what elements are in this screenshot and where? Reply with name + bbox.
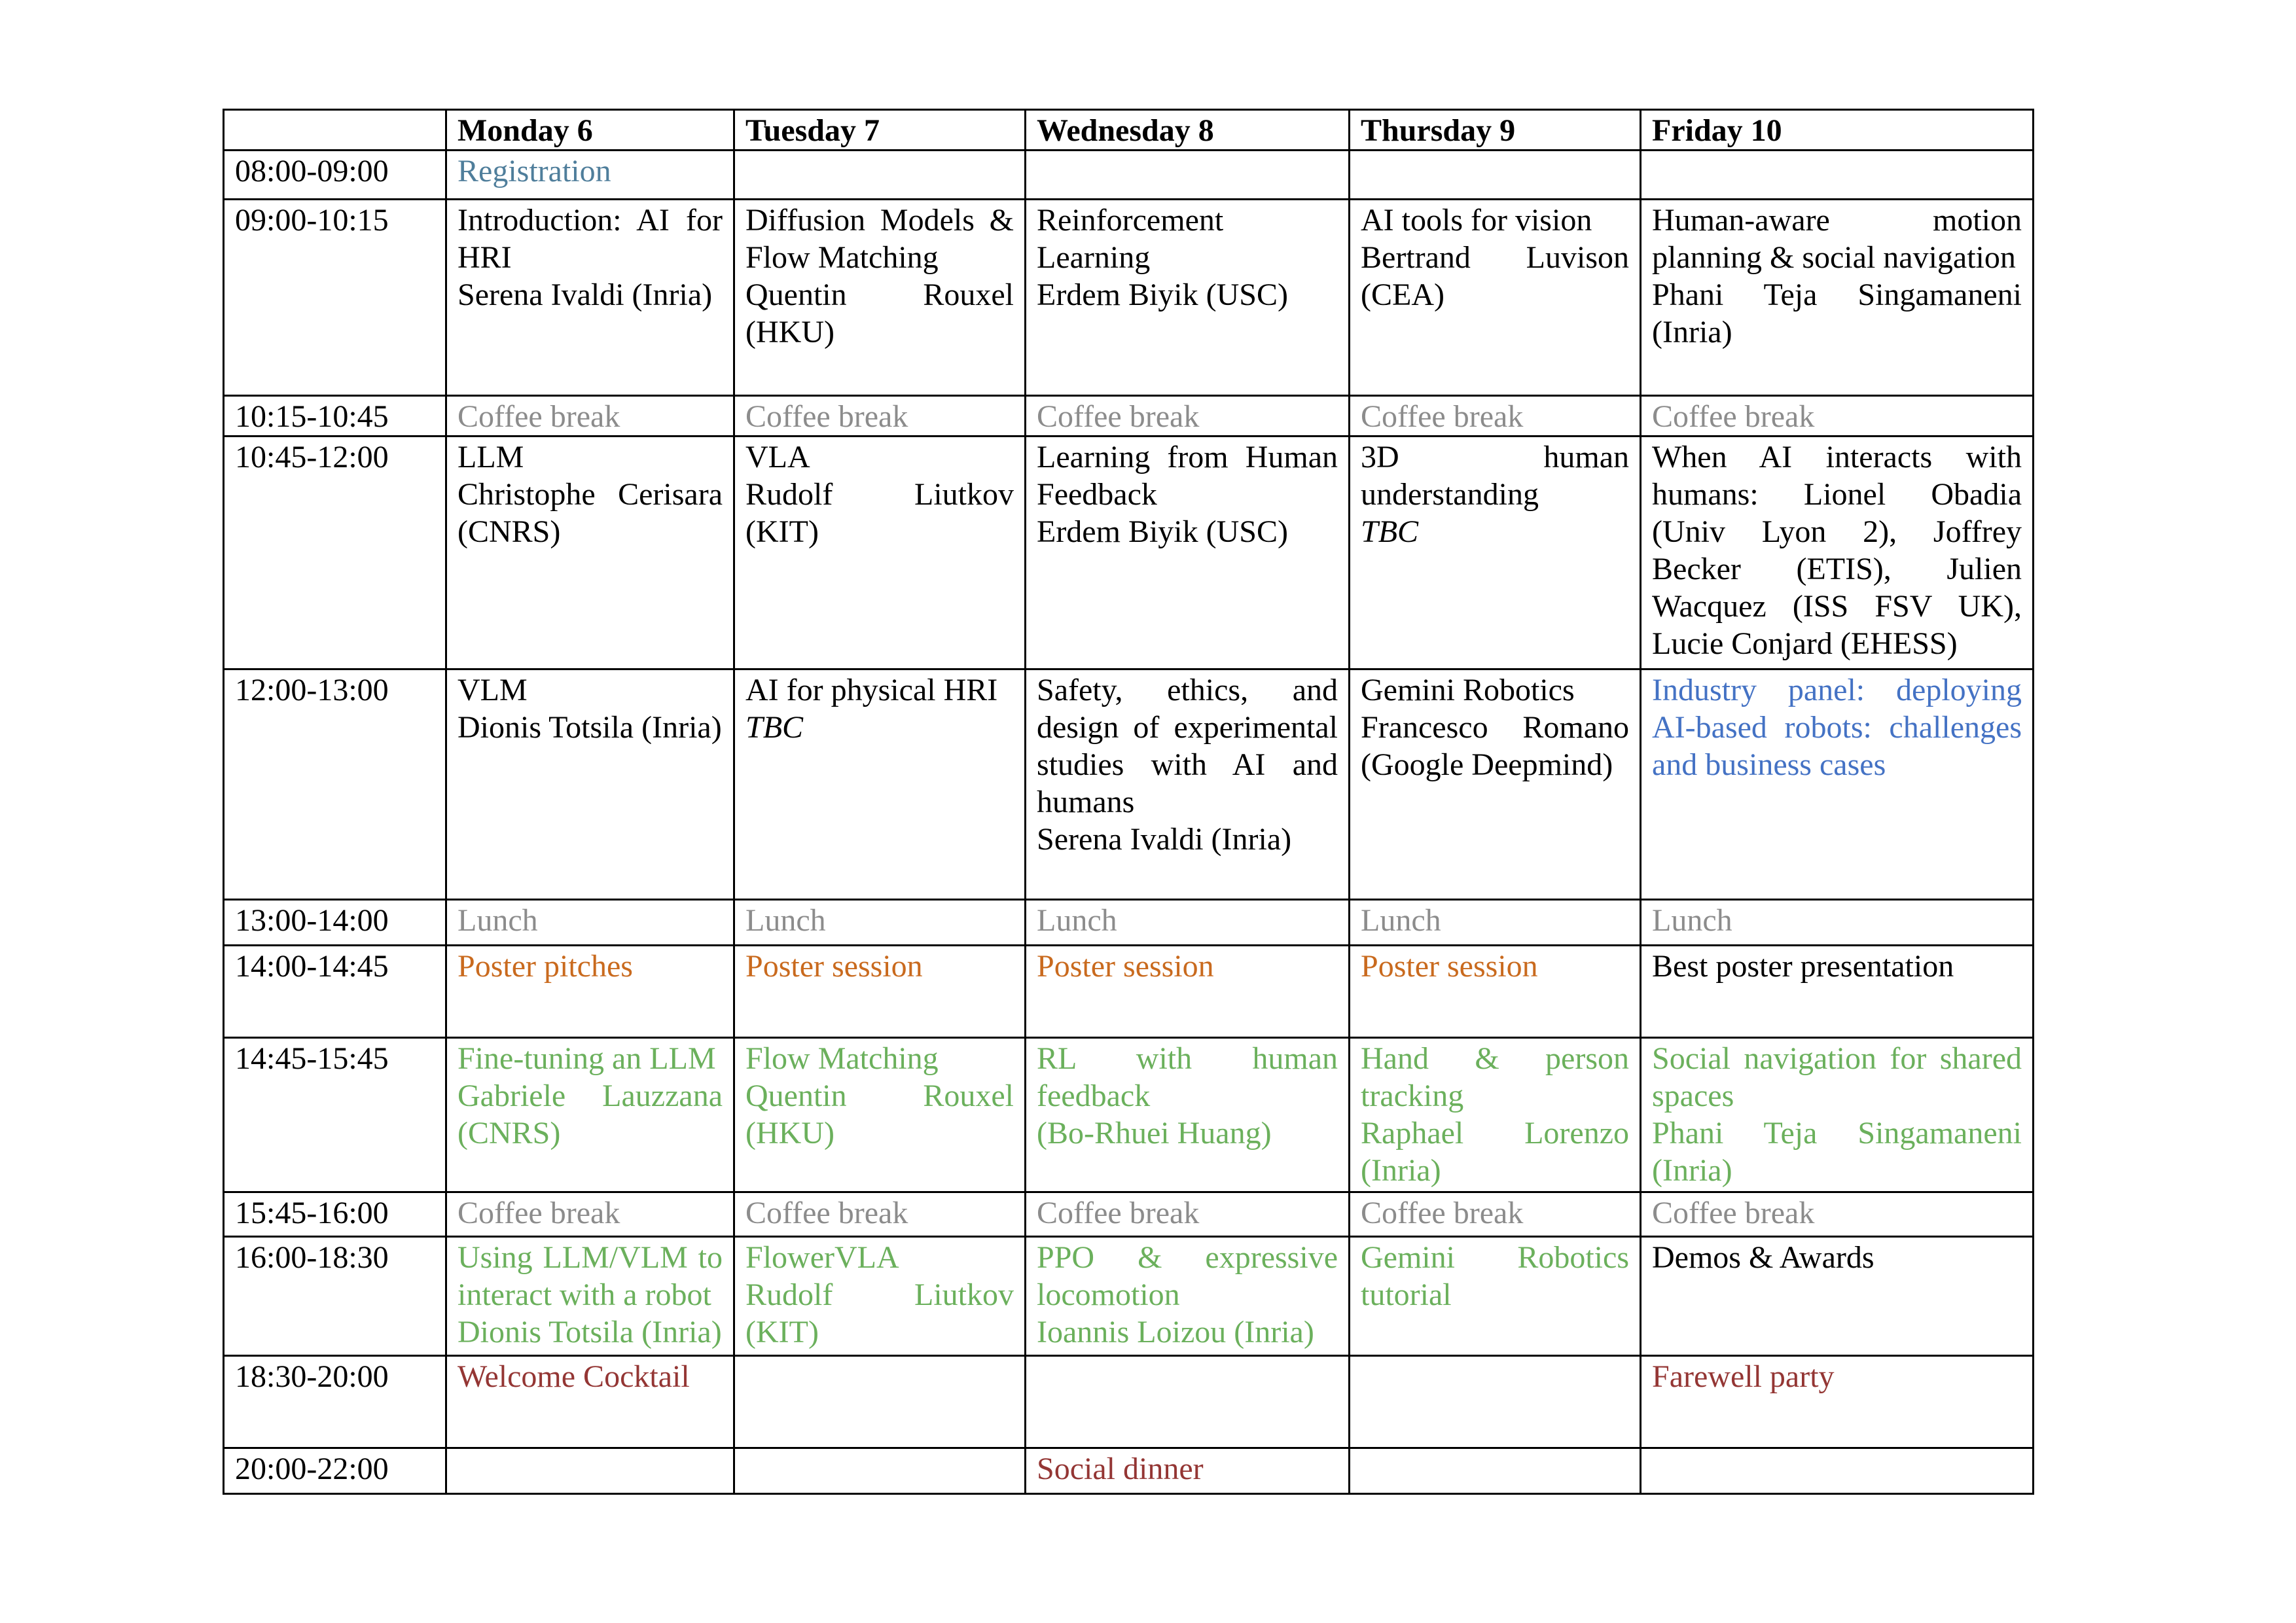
session-cell-monday	[446, 1448, 734, 1494]
session-text: Coffee break	[1652, 1196, 1815, 1230]
session-text: Hand & person tracking	[1361, 1041, 1629, 1113]
session-cell-monday	[446, 437, 734, 669]
session-cell-wednesday	[1026, 669, 1350, 900]
table-row	[224, 669, 2034, 900]
session-text: Rudolf Liutkov (KIT)	[745, 1277, 1014, 1349]
session-cell-monday	[446, 151, 734, 200]
session-cell-wednesday	[1026, 151, 1350, 200]
session-cell-monday	[446, 396, 734, 437]
time-cell: 08:00-09:00	[224, 151, 446, 200]
session-cell-friday	[1641, 151, 2034, 200]
session-cell-friday	[1641, 900, 2034, 946]
session-text: TBC	[1361, 514, 1419, 549]
session-text: Coffee break	[1037, 1196, 1200, 1230]
session-text: Serena Ivaldi (Inria)	[1037, 822, 1292, 857]
session-cell-thursday	[1350, 946, 1641, 1038]
session-cell-friday	[1641, 1237, 2034, 1356]
session-cell-friday	[1641, 669, 2034, 900]
session-text: Gabriele Lauzzana (CNRS)	[457, 1079, 723, 1150]
session-text: Lunch	[745, 903, 826, 938]
session-text: 3D human understanding	[1361, 440, 1629, 512]
session-text: Farewell party	[1652, 1359, 1835, 1394]
session-cell-monday	[446, 1237, 734, 1356]
session-cell-thursday	[1350, 1038, 1641, 1192]
session-text: Coffee break	[1652, 399, 1815, 434]
session-text: Coffee break	[1361, 1196, 1524, 1230]
session-text: Human-aware motion planning & social navigation	[1652, 203, 2022, 275]
session-text: (Bo-Rhuei Huang)	[1037, 1116, 1272, 1150]
time-column-header	[224, 110, 446, 151]
session-cell-thursday	[1350, 1356, 1641, 1448]
session-text: When AI interacts with humans: Lionel Obadia (Univ Lyon 2), Joffrey Becker (ETIS), Julien Wacquez (ISS FSV UK), Lucie Conjard (EHESS)	[1652, 440, 2022, 661]
session-text: Reinforcement Learning	[1037, 203, 1224, 275]
session-cell-monday	[446, 200, 734, 396]
session-cell-friday	[1641, 396, 2034, 437]
session-cell-tuesday	[734, 396, 1026, 437]
session-text: Gemini Robotics	[1361, 673, 1575, 707]
session-cell-thursday	[1350, 1237, 1641, 1356]
time-cell: 13:00-14:00	[224, 900, 446, 946]
session-text: Coffee break	[457, 1196, 620, 1230]
session-text: Dionis Totsila (Inria)	[457, 1315, 722, 1349]
session-text: Flow Matching	[745, 1041, 939, 1076]
session-text: Coffee break	[745, 1196, 908, 1230]
session-text: Using LLM/VLM to interact with a robot	[457, 1240, 723, 1312]
session-text: Phani Teja Singamaneni (Inria)	[1652, 277, 2022, 349]
time-cell: 09:00-10:15	[224, 200, 446, 396]
session-cell-friday	[1641, 1192, 2034, 1237]
session-text: Phani Teja Singamaneni (Inria)	[1652, 1116, 2022, 1188]
session-cell-wednesday	[1026, 900, 1350, 946]
session-cell-wednesday	[1026, 1237, 1350, 1356]
session-text: Quentin Rouxel (HKU)	[745, 1079, 1014, 1150]
session-text: Lunch	[1652, 903, 1732, 938]
session-text: Social navigation for shared spaces	[1652, 1041, 2022, 1113]
session-cell-tuesday	[734, 1192, 1026, 1237]
session-text: Ioannis Loizou (Inria)	[1037, 1315, 1314, 1349]
session-text: Rudolf Liutkov (KIT)	[745, 477, 1014, 549]
session-cell-monday	[446, 1038, 734, 1192]
session-text: Raphael Lorenzo (Inria)	[1361, 1116, 1629, 1188]
session-cell-tuesday	[734, 900, 1026, 946]
time-cell: 12:00-13:00	[224, 669, 446, 900]
session-text: Gemini Robotics tutorial	[1361, 1240, 1629, 1312]
session-text: TBC	[745, 710, 804, 745]
session-text: Poster session	[745, 949, 923, 984]
session-cell-tuesday	[734, 151, 1026, 200]
session-cell-wednesday	[1026, 200, 1350, 396]
session-cell-tuesday	[734, 200, 1026, 396]
session-text: Dionis Totsila (Inria)	[457, 710, 722, 745]
session-cell-monday	[446, 1356, 734, 1448]
session-cell-friday	[1641, 437, 2034, 669]
time-cell: 20:00-22:00	[224, 1448, 446, 1494]
session-cell-monday	[446, 1192, 734, 1237]
session-cell-tuesday	[734, 437, 1026, 669]
session-text: Poster session	[1361, 949, 1538, 984]
table-row	[224, 151, 2034, 200]
session-cell-wednesday	[1026, 1356, 1350, 1448]
session-cell-tuesday	[734, 1356, 1026, 1448]
session-text: PPO & expressive locomotion	[1037, 1240, 1338, 1312]
session-text: Quentin Rouxel (HKU)	[745, 277, 1014, 349]
session-text: Introduction: AI for HRI	[457, 203, 723, 275]
session-text: Bertrand Luvison (CEA)	[1361, 240, 1629, 312]
table-row	[224, 1038, 2034, 1192]
session-cell-thursday	[1350, 1448, 1641, 1494]
day-header-friday: Friday 10	[1641, 110, 2034, 151]
day-header-tuesday: Tuesday 7	[734, 110, 1026, 151]
table-row	[224, 200, 2034, 396]
schedule-table	[223, 109, 2034, 1495]
time-cell: 10:45-12:00	[224, 437, 446, 669]
session-cell-friday	[1641, 1356, 2034, 1448]
session-cell-friday	[1641, 1038, 2034, 1192]
session-text: Learning from Human Feedback	[1037, 440, 1338, 512]
time-cell: 16:00-18:30	[224, 1237, 446, 1356]
session-text: RL with human feedback	[1037, 1041, 1338, 1113]
session-cell-friday	[1641, 1448, 2034, 1494]
schedule-body	[224, 151, 2034, 1494]
session-text: AI for physical HRI	[745, 673, 998, 707]
session-cell-friday	[1641, 200, 2034, 396]
session-text: Coffee break	[1037, 399, 1200, 434]
time-cell: 14:45-15:45	[224, 1038, 446, 1192]
session-text: Fine-tuning an LLM	[457, 1041, 716, 1076]
session-cell-tuesday	[734, 1448, 1026, 1494]
session-cell-thursday	[1350, 396, 1641, 437]
session-text: Christophe Cerisara (CNRS)	[457, 477, 723, 549]
session-cell-tuesday	[734, 946, 1026, 1038]
time-cell: 14:00-14:45	[224, 946, 446, 1038]
header-row	[224, 110, 2034, 151]
session-text: Francesco Romano (Google Deepmind)	[1361, 710, 1629, 782]
table-row	[224, 437, 2034, 669]
session-text: FlowerVLA	[745, 1240, 899, 1275]
session-cell-thursday	[1350, 669, 1641, 900]
session-cell-wednesday	[1026, 396, 1350, 437]
session-cell-wednesday	[1026, 1192, 1350, 1237]
session-cell-wednesday	[1026, 1038, 1350, 1192]
session-text: Lunch	[457, 903, 538, 938]
session-text: Diffusion Models & Flow Matching	[745, 203, 1014, 275]
session-text: Coffee break	[745, 399, 908, 434]
day-header-monday: Monday 6	[446, 110, 734, 151]
session-text: Poster session	[1037, 949, 1214, 984]
session-text: Safety, ethics, and design of experimental studies with AI and humans	[1037, 673, 1338, 819]
time-cell: 18:30-20:00	[224, 1356, 446, 1448]
day-header-wednesday: Wednesday 8	[1026, 110, 1350, 151]
table-row	[224, 396, 2034, 437]
day-header-thursday: Thursday 9	[1350, 110, 1641, 151]
session-text: Poster pitches	[457, 949, 633, 984]
session-text: Welcome Cocktail	[457, 1359, 690, 1394]
session-text: Coffee break	[457, 399, 620, 434]
session-text: VLA	[745, 440, 810, 474]
session-text: Serena Ivaldi (Inria)	[457, 277, 713, 312]
table-row	[224, 900, 2034, 946]
session-text: Best poster presentation	[1652, 949, 1954, 984]
session-text: Lunch	[1361, 903, 1441, 938]
table-row	[224, 1237, 2034, 1356]
session-cell-tuesday	[734, 1237, 1026, 1356]
time-cell: 10:15-10:45	[224, 396, 446, 437]
session-text: VLM	[457, 673, 528, 707]
session-text: Coffee break	[1361, 399, 1524, 434]
session-cell-thursday	[1350, 900, 1641, 946]
session-cell-tuesday	[734, 669, 1026, 900]
session-cell-tuesday	[734, 1038, 1026, 1192]
session-text: Demos & Awards	[1652, 1240, 1874, 1275]
session-text: Industry panel: deploying AI-based robots: challenges and business cases	[1652, 673, 2022, 782]
session-cell-thursday	[1350, 200, 1641, 396]
table-row	[224, 1356, 2034, 1448]
session-cell-thursday	[1350, 437, 1641, 669]
session-cell-thursday	[1350, 151, 1641, 200]
session-cell-wednesday	[1026, 946, 1350, 1038]
session-text: AI tools for vision	[1361, 203, 1592, 238]
table-row	[224, 946, 2034, 1038]
session-text: Lunch	[1037, 903, 1117, 938]
session-cell-monday	[446, 946, 734, 1038]
session-cell-wednesday	[1026, 1448, 1350, 1494]
session-text: Social dinner	[1037, 1452, 1204, 1486]
session-cell-monday	[446, 900, 734, 946]
session-text: LLM	[457, 440, 524, 474]
session-cell-friday	[1641, 946, 2034, 1038]
table-row	[224, 1192, 2034, 1237]
session-cell-wednesday	[1026, 437, 1350, 669]
session-cell-thursday	[1350, 1192, 1641, 1237]
session-cell-monday	[446, 669, 734, 900]
session-text: Erdem Biyik (USC)	[1037, 514, 1288, 549]
session-text: Erdem Biyik (USC)	[1037, 277, 1288, 312]
session-text: Registration	[457, 154, 611, 188]
time-cell: 15:45-16:00	[224, 1192, 446, 1237]
table-row	[224, 1448, 2034, 1494]
